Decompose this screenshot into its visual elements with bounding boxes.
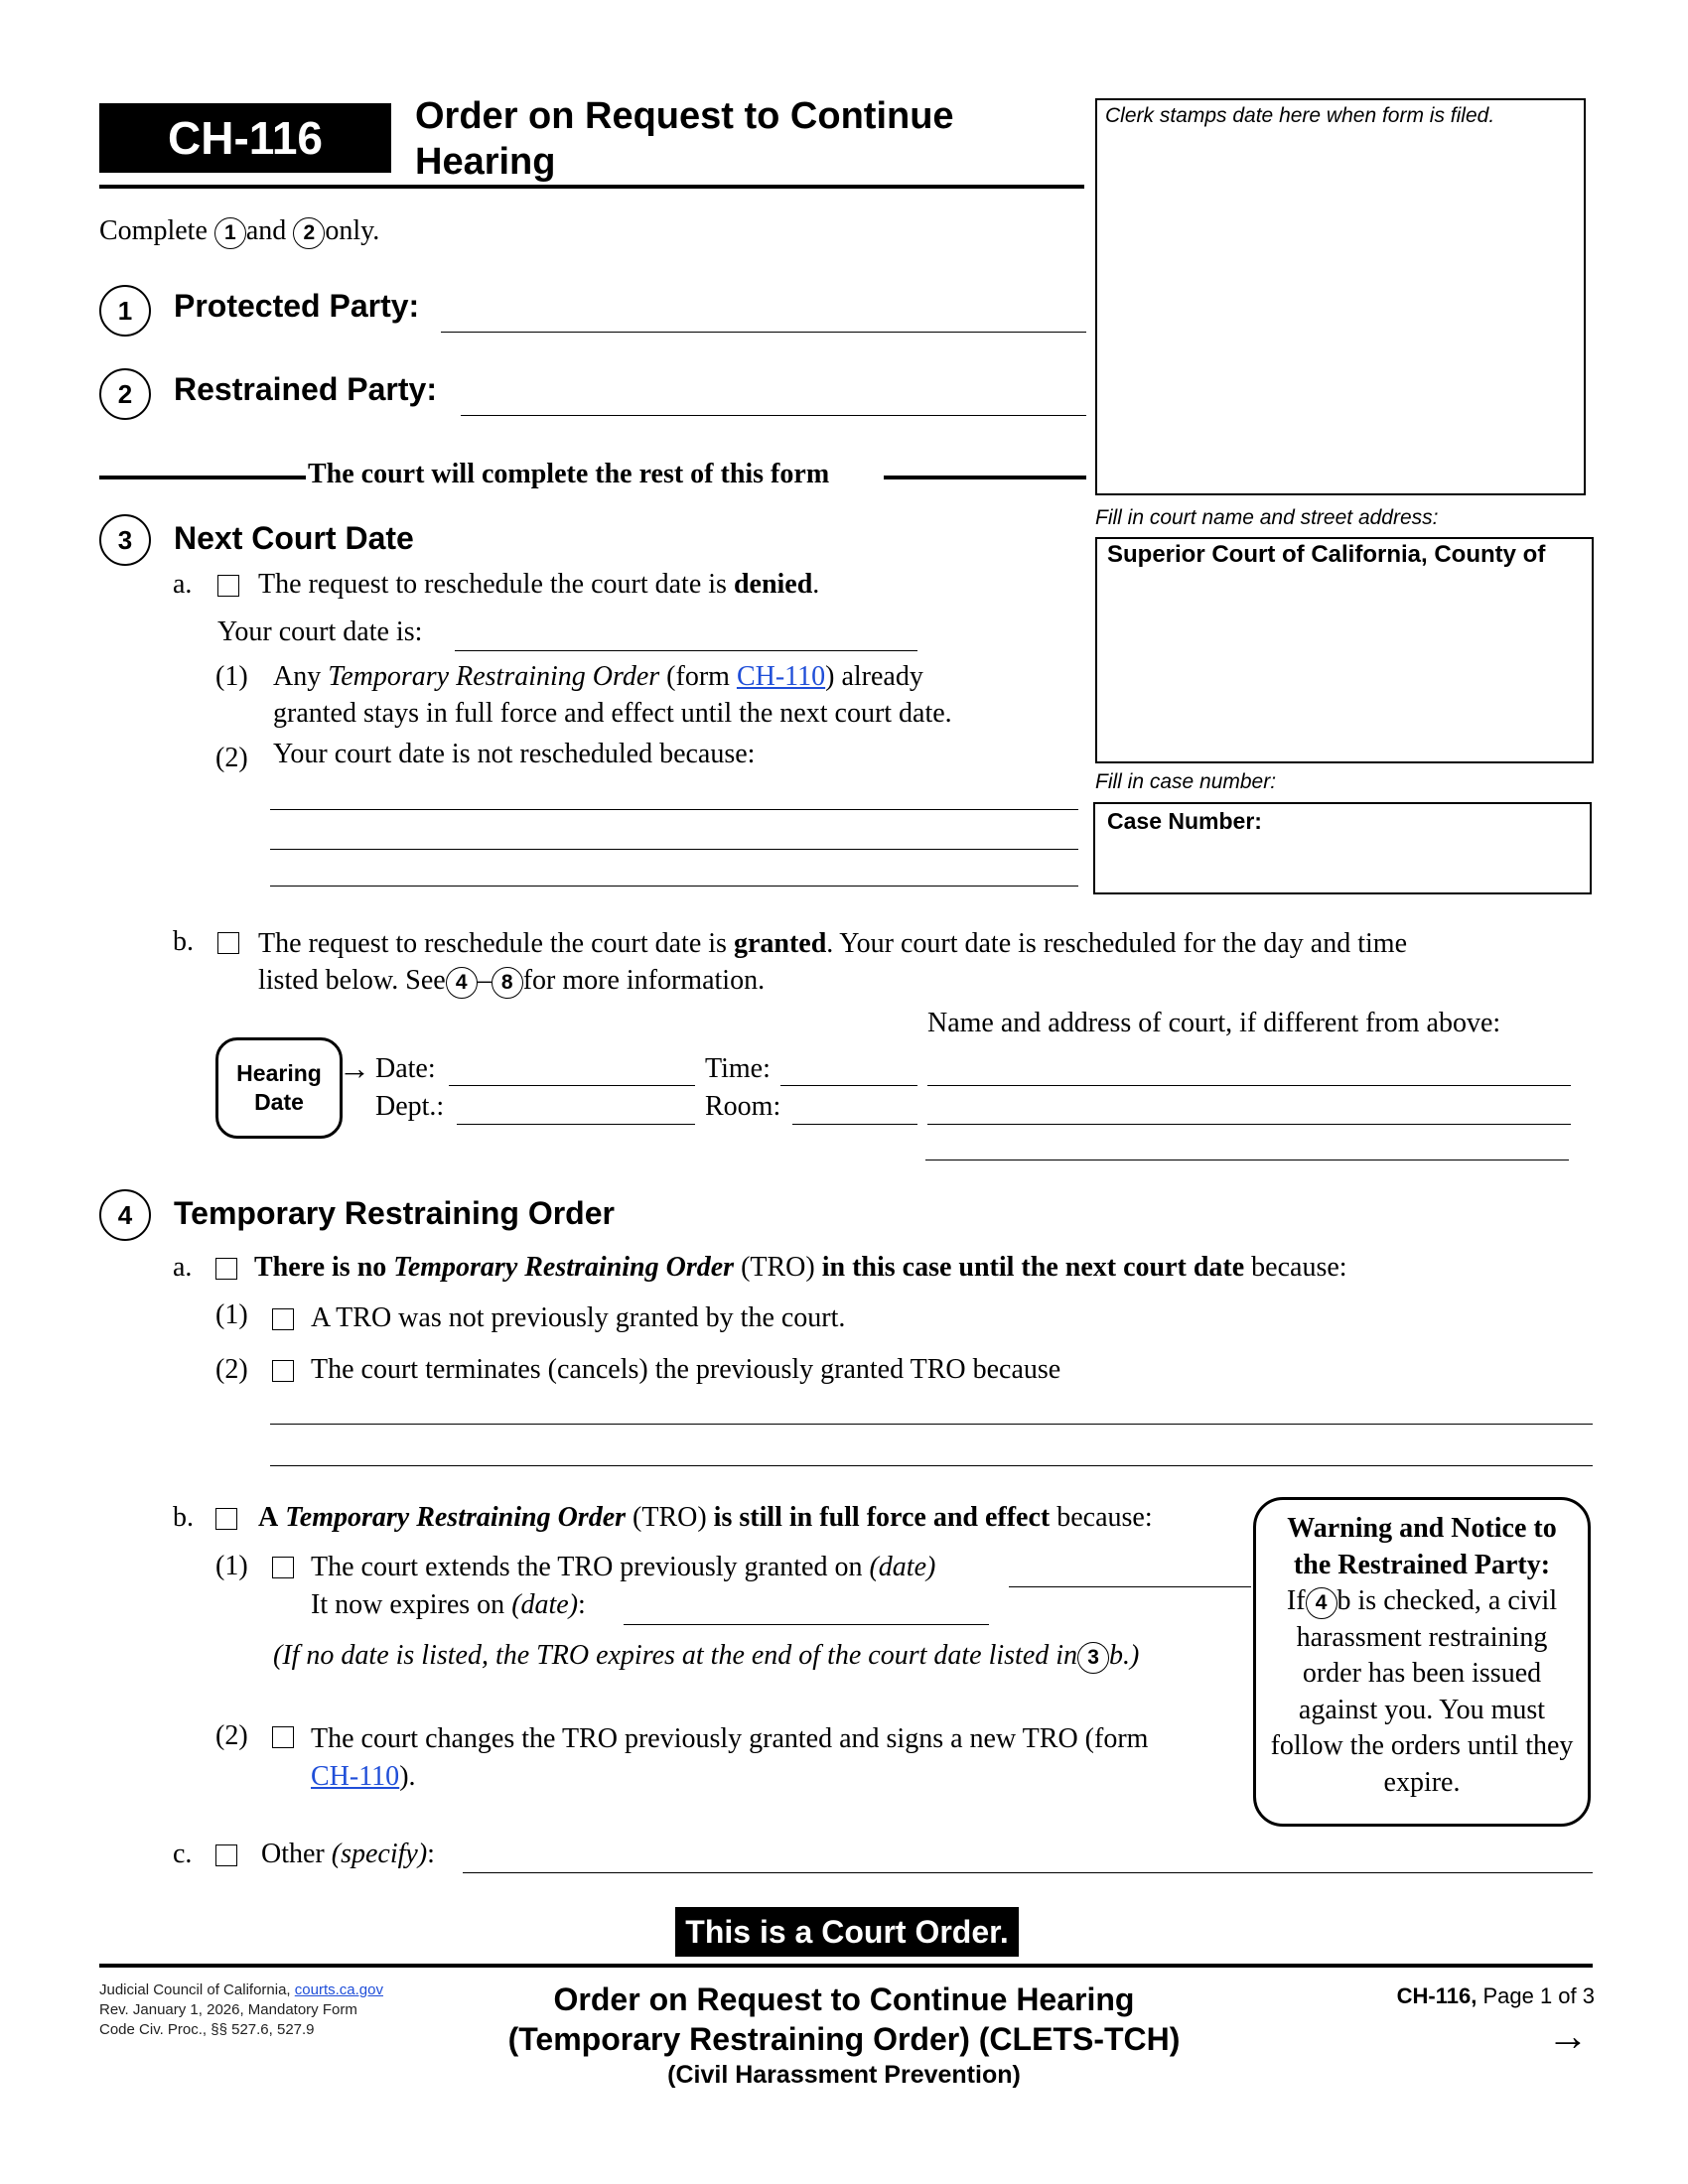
hearing-room-label: Room:: [705, 1091, 781, 1122]
item-1-number-icon: 1: [99, 285, 151, 337]
footer-left: Judicial Council of California, courts.ca.gov Rev. January 1, 2026, Mandatory Form Code Civ. Proc., §§ 527.6, 527.9: [99, 1981, 383, 2038]
hearing-dept-label: Dept.:: [375, 1091, 445, 1122]
footer-page-info: CH-116, Page 1 of 3: [1396, 1983, 1595, 2008]
item-4b1-text: The court extends the TRO previously granted on (date): [311, 1552, 936, 1582]
next-page-arrow-icon[interactable]: →: [1547, 2012, 1589, 2059]
warning-line-3: order has been issued: [1302, 1658, 1542, 1689]
hearing-arrow-icon: →: [339, 1050, 370, 1086]
warning-line-1: If 4 b is checked, a civil: [1256, 1583, 1588, 1620]
item-4b1-number: (1): [215, 1551, 248, 1581]
item-4a2-text: The court terminates (cancels) the previously granted TRO because: [311, 1354, 1061, 1385]
form-code-badge: [99, 103, 391, 173]
restrained-party-label: Restrained Party:: [174, 371, 437, 407]
tro-heading: Temporary Restraining Order: [174, 1195, 615, 1231]
item-4b2-text: The court changes the TRO previously granted and signs a new TRO (form CH-110).: [311, 1723, 1149, 1792]
clerk-stamp-label: Clerk stamps date here when form is filed.: [1105, 104, 1495, 127]
hearing-time-label: Time:: [705, 1053, 771, 1084]
court-address-label: Name and address of court, if different from above:: [927, 1008, 1501, 1038]
not-rescheduled-reason-line-1[interactable]: [270, 809, 1078, 810]
tro-expiry-note: (If no date is listed, the TRO expires at the end of the court date listed in 3 b.): [273, 1640, 1139, 1674]
item-4a2-number: (2): [215, 1354, 248, 1385]
court-name-label: Fill in court name and street address:: [1095, 506, 1439, 529]
case-number-field-label: Case Number:: [1107, 808, 1262, 834]
item-4a2-checkbox[interactable]: [272, 1360, 294, 1382]
warning-line-2: harassment restraining: [1296, 1621, 1548, 1653]
hearing-date-label: Date:: [375, 1053, 436, 1084]
item-4-ref-icon: 4: [446, 967, 478, 999]
item-3a2-text: Your court date is not rescheduled because:: [273, 739, 756, 769]
intro-item-1-icon: 1: [214, 217, 246, 249]
court-date-input[interactable]: [455, 650, 917, 651]
item-3-number-icon: 3: [99, 514, 151, 566]
clerk-stamp-box[interactable]: [1095, 98, 1586, 495]
item-4a1-number: (1): [215, 1299, 248, 1330]
item-3b-granted-checkbox[interactable]: [217, 932, 239, 954]
hearing-date-input[interactable]: [449, 1085, 695, 1086]
case-number-label: Fill in case number:: [1095, 770, 1277, 793]
footer-title: Order on Request to Continue Hearing (Temporary Restraining Order) (CLETS-TCH) (Civil Harassment Prevention): [507, 1981, 1181, 2089]
warning-line-6: expire.: [1383, 1766, 1461, 1798]
item-3b-letter: b.: [173, 926, 194, 957]
court-address-line-1[interactable]: [927, 1085, 1571, 1086]
next-court-date-heading: Next Court Date: [174, 520, 414, 556]
item-3a-denied-checkbox[interactable]: [217, 575, 239, 597]
warning-line-4: against you. You must: [1298, 1694, 1546, 1725]
ch-110-link[interactable]: CH-110: [736, 661, 826, 692]
hearing-room-input[interactable]: [792, 1124, 917, 1125]
other-specify-input[interactable]: [463, 1872, 1593, 1873]
tro-terminated-reason-line-2[interactable]: [270, 1465, 1593, 1466]
item-4b-checkbox[interactable]: [215, 1508, 237, 1530]
item-3-ref-icon: 3: [1077, 1642, 1109, 1674]
court-name-box[interactable]: [1095, 537, 1594, 763]
tro-expires-label: It now expires on (date):: [311, 1589, 586, 1620]
not-rescheduled-reason-line-3[interactable]: [270, 886, 1078, 887]
hearing-dept-input[interactable]: [457, 1124, 695, 1125]
item-3a2-number: (2): [215, 743, 248, 773]
item-3a-letter: a.: [173, 569, 193, 600]
tro-terminated-reason-line-1[interactable]: [270, 1424, 1593, 1425]
intro-item-2-icon: 2: [293, 217, 325, 249]
court-name-prefix: Superior Court of California, County of: [1107, 541, 1546, 568]
item-3a1-number: (1): [215, 661, 248, 692]
court-divider-right: [884, 476, 1086, 479]
court-date-label: Your court date is:: [217, 616, 423, 647]
form-title-line1: Order on Request to Continue: [415, 95, 954, 137]
intro-instruction: Complete 1 and 2 only.: [99, 213, 379, 249]
item-3a-text: The request to reschedule the court date is denied.: [258, 569, 820, 600]
courts-ca-gov-link[interactable]: courts.ca.gov: [294, 1981, 383, 1998]
item-3a1-text: Any Temporary Restraining Order (form CH-110) already granted stays in full force and effect until the next court date.: [273, 661, 952, 729]
item-4a-checkbox[interactable]: [215, 1258, 237, 1280]
item-4a1-checkbox[interactable]: [272, 1308, 294, 1330]
item-4-number-icon: 4: [99, 1189, 151, 1241]
court-divider-left: [99, 476, 306, 479]
protected-party-label: Protected Party:: [174, 288, 420, 324]
item-4a1-text: A TRO was not previously granted by the court.: [311, 1302, 846, 1333]
protected-party-input[interactable]: [441, 332, 1086, 333]
court-address-line-2[interactable]: [927, 1124, 1571, 1125]
item-4b-letter: b.: [173, 1502, 194, 1533]
court-divider-text: The court will complete the rest of this form: [308, 459, 830, 489]
form-title: [415, 93, 954, 185]
not-rescheduled-reason-line-2[interactable]: [270, 849, 1078, 850]
ch-110-link-2[interactable]: CH-110: [311, 1761, 400, 1792]
item-4a-text: There is no Temporary Restraining Order (TRO) in this case until the next court date because:: [254, 1252, 1347, 1283]
form-code: CH-116: [168, 112, 323, 164]
item-3b-text: The request to reschedule the court date is granted. Your court date is rescheduled for the day and time listed below. See 4 – 8 for more information.: [258, 925, 1407, 999]
item-4b1-checkbox[interactable]: [272, 1557, 294, 1578]
warning-title-2: the Restrained Party:: [1293, 1549, 1551, 1580]
warning-title-1: Warning and Notice to: [1287, 1513, 1557, 1544]
footer-rule: [99, 1964, 1593, 1968]
item-8-ref-icon: 8: [492, 967, 523, 999]
item-4b2-checkbox[interactable]: [272, 1726, 294, 1748]
restrained-party-input[interactable]: [461, 415, 1086, 416]
hearing-date-box: Hearing Date: [215, 1037, 343, 1139]
item-4-warning-ref-icon: 4: [1306, 1587, 1337, 1619]
hearing-time-input[interactable]: [780, 1085, 917, 1086]
form-title-line2: Hearing: [415, 141, 556, 183]
tro-granted-date-input[interactable]: [1009, 1586, 1251, 1587]
case-number-box[interactable]: [1093, 802, 1592, 894]
item-4c-checkbox[interactable]: [215, 1844, 237, 1866]
warning-box: [1253, 1497, 1591, 1827]
item-4c-text: Other (specify):: [261, 1839, 435, 1869]
tro-expires-date-input[interactable]: [624, 1624, 989, 1625]
item-4c-letter: c.: [173, 1839, 193, 1869]
item-4b2-number: (2): [215, 1720, 248, 1751]
header-rule: [99, 185, 1084, 189]
item-2-number-icon: 2: [99, 368, 151, 420]
court-order-banner: This is a Court Order.: [675, 1907, 1019, 1957]
item-4a-letter: a.: [173, 1252, 193, 1283]
warning-line-5: follow the orders until they: [1270, 1730, 1574, 1761]
item-4b-text: A Temporary Restraining Order (TRO) is still in full force and effect because:: [258, 1502, 1153, 1533]
